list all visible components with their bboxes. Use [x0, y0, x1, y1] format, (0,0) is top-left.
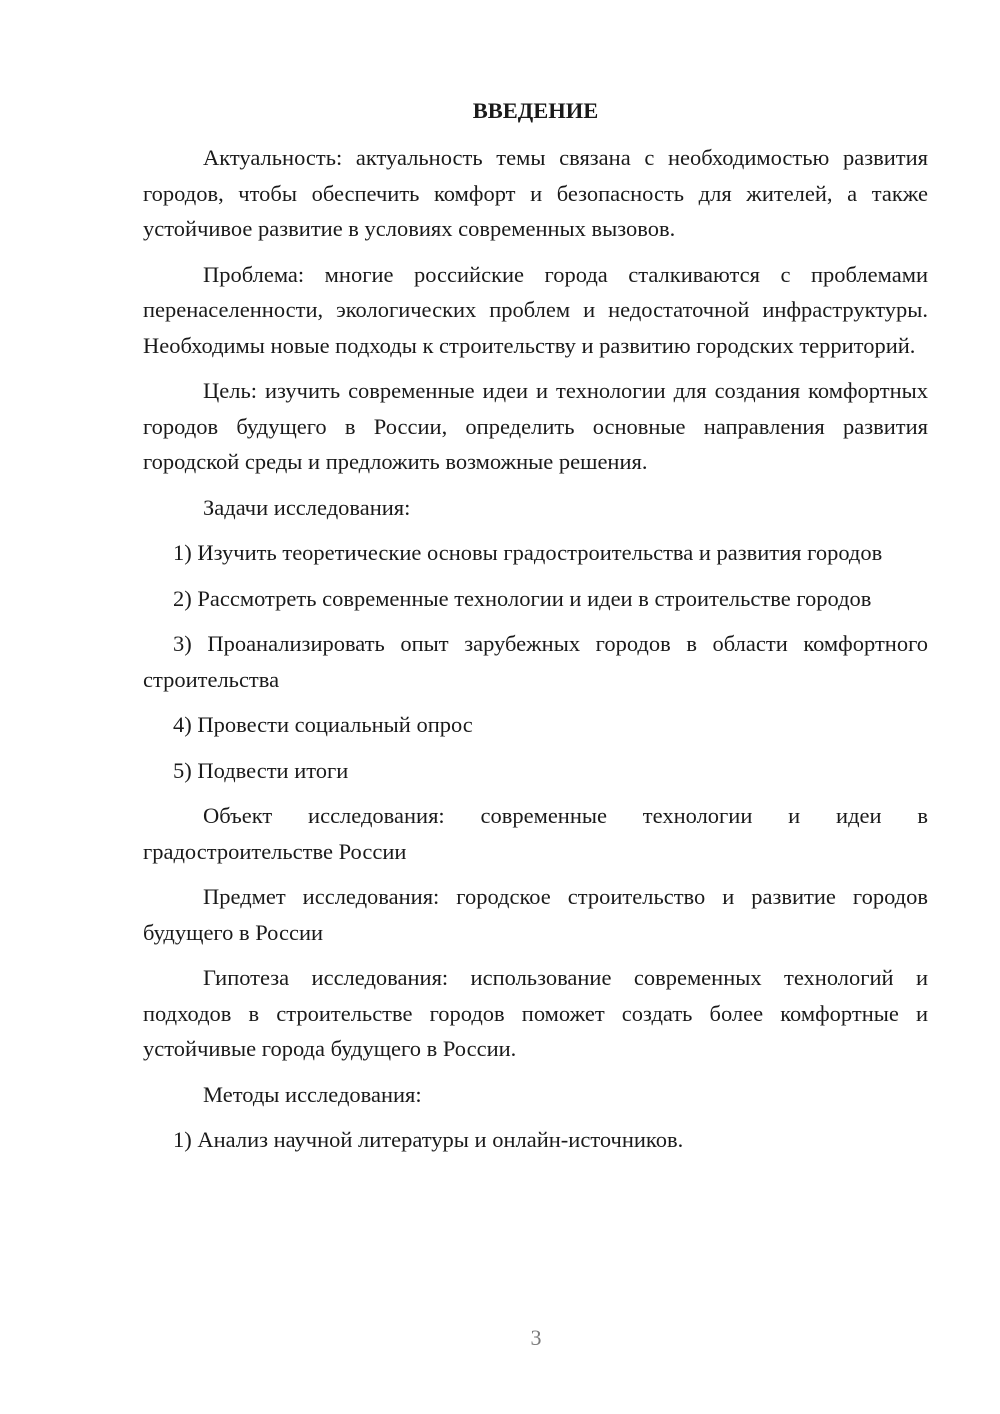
page-title: ВВЕДЕНИЕ: [472, 98, 599, 123]
problem-paragraph: Проблема: многие российские города сталкиваются с проблемами перенаселенности, экологических проблем и недостаточной инфраструктуры. Необходимы новые подходы к строительству и развитию городских территорий.: [143, 261, 928, 358]
object-paragraph: Объект исследования: современные технологии и идеи в градостроительстве России: [143, 803, 928, 864]
relevance-paragraph: Актуальность: актуальность темы связана с необходимостью развития городов, чтобы обеспечить комфорт и безопасность для жителей, а также устойчивое развитие в условиях современных вызовов.: [143, 145, 928, 241]
goal-paragraph: Цель: изучить современные идеи и технологии для создания комфортных городов будущего в России, определить основные направления развития городской среды и предложить возможные решения.: [143, 378, 928, 474]
page-number: 3: [530, 1325, 542, 1350]
hypothesis-paragraph: Гипотеза исследования: использование современных технологий и подходов в строительстве городов поможет создать более комфортные и устойчивые города будущего в России.: [143, 965, 928, 1061]
methods-heading: Методы исследования:: [203, 1081, 422, 1107]
subject-paragraph: Предмет исследования: городское строительство и развитие городов будущего в России: [143, 884, 928, 945]
tasks-heading: Задачи исследования:: [203, 494, 411, 520]
task-item-4: 4) Провести социальный опрос: [173, 712, 473, 737]
page-content: [143, 96, 928, 1168]
method-item-1: 1) Анализ научной литературы и онлайн-источников.: [173, 1127, 684, 1152]
task-item-5: 5) Подвести итоги: [173, 757, 349, 783]
task-item-3: 3) Проанализировать опыт зарубежных городов в области комфортного строительства: [143, 631, 928, 692]
task-item-1: 1) Изучить теоретические основы градостроительства и развития городов: [173, 540, 883, 565]
task-item-2: 2) Рассмотреть современные технологии и идеи в строительстве городов: [173, 585, 872, 611]
